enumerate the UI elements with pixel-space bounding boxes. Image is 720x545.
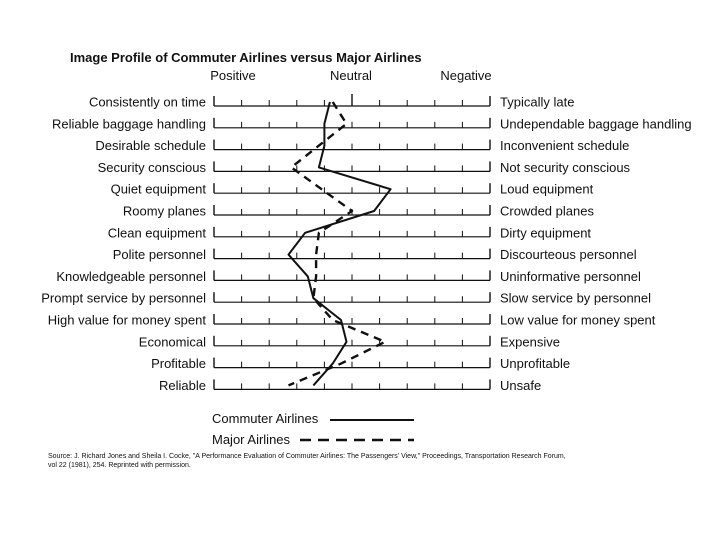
rating-row [113,247,637,262]
row-label-positive: Clean equipment [107,225,206,241]
row-label-positive: Economical [138,334,206,350]
rating-row [41,291,651,306]
row-label-negative: Undependable baggage handling [500,116,692,132]
row-label-negative: Slow service by personnel [500,290,652,306]
row-label-negative: Low value for money spent [500,312,656,328]
row-label-negative: Unsafe [500,377,542,393]
row-label-negative: Unprofitable [500,356,571,372]
source-note: Source: J. Richard Jones and Sheila I. Cocke, "A Performance Evaluation of Commuter Airlines: The Passengers' View," Proceedings, Transportation Research Forum, vol 22 (1981), 254. Reprinted with permission. [48,453,566,469]
row-label-positive: Polite personnel [112,247,206,263]
row-label-positive: Roomy planes [122,203,206,219]
row-label-negative: Discourteous personnel [500,247,637,263]
row-label-negative: Typically late [500,94,575,110]
scale-label-neutral: Neutral [330,68,372,83]
row-label-positive: Reliable [159,377,206,393]
scale-label-negative: Negative [440,68,492,83]
row-label-negative: Uninformative personnel [500,268,641,284]
scale-label-positive: Positive [210,68,256,83]
row-label-negative: Loud equipment [500,181,594,197]
rating-row [56,269,641,284]
series-line-commuter [289,102,391,385]
row-label-negative: Dirty equipment [500,225,592,241]
row-label-positive: Reliable baggage handling [52,116,206,132]
rating-row [151,356,570,371]
rating-row [98,160,631,175]
row-label-positive: High value for money spent [47,312,206,328]
legend-label-commuter: Commuter Airlines [212,411,319,426]
series-line-major [289,102,386,385]
source-note-box [48,452,568,482]
rating-row [52,116,692,131]
row-label-negative: Crowded planes [500,203,594,219]
row-label-positive: Security conscious [97,159,206,175]
rating-row [89,95,574,110]
row-label-negative: Inconvenient schedule [500,138,630,154]
row-label-positive: Profitable [151,356,206,372]
chart-title: Image Profile of Commuter Airlines versus Major Airlines [70,50,422,65]
row-label-positive: Prompt service by personnel [41,290,206,306]
legend [212,411,414,447]
row-label-negative: Expensive [500,334,560,350]
row-label-positive: Knowledgeable personnel [56,268,206,284]
profile-lines [289,102,391,385]
rating-row [108,225,592,240]
legend-label-major: Major Airlines [212,432,291,447]
rating-rows [41,94,691,393]
row-label-positive: Quiet equipment [110,181,206,197]
rating-row [159,378,541,393]
rating-row [95,138,629,153]
row-label-positive: Consistently on time [88,94,206,110]
row-label-negative: Not security conscious [500,159,631,175]
rating-row [48,313,656,328]
rating-row [139,334,560,349]
rating-row [111,182,594,197]
row-label-positive: Desirable schedule [95,138,206,154]
